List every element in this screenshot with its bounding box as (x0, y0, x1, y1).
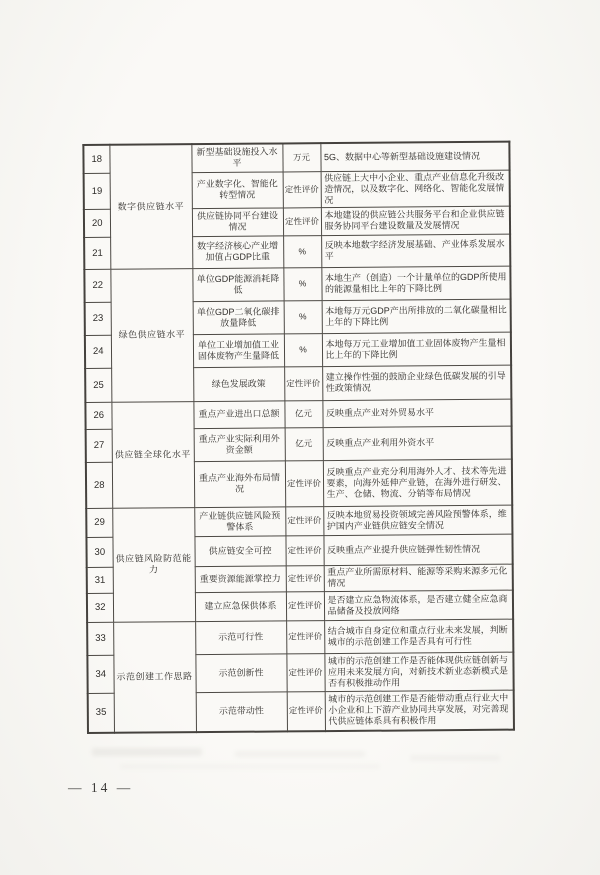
unit-cell: 万元 (282, 143, 320, 171)
row-number-cell: 29 (86, 508, 112, 537)
unit-cell: 定性评价 (284, 366, 322, 400)
indicator-cell: 建立应急保供体系 (195, 591, 286, 621)
row-number-cell: 30 (86, 537, 112, 567)
indicator-cell: 重点产业实际利用外资金额 (194, 427, 285, 461)
page-number: — 14 — (68, 780, 134, 795)
description-cell: 城市的示范创建工作是否能体现供应链创新与应用未来发展方向，对新技术新业态新模式是否有积极推动作用 (324, 652, 513, 691)
indicator-cell: 产业链供应链风险预警体系 (194, 506, 285, 536)
table-row (86, 505, 512, 537)
indicator-cell: 重点产业海外布局情况 (194, 460, 285, 507)
table-row (83, 142, 509, 173)
row-number-cell: 20 (84, 209, 110, 237)
table-row (84, 266, 510, 302)
scan-artifact (120, 764, 380, 769)
table-row (85, 399, 511, 429)
description-cell: 反映重点产业提升供应链弹性韧性情况 (323, 534, 512, 565)
description-cell: 反映重点产业利用外资水平 (323, 426, 512, 460)
row-number-cell: 33 (87, 622, 113, 655)
row-number-cell: 19 (84, 173, 110, 209)
indicator-cell: 绿色发展政策 (193, 366, 284, 401)
indicator-cell: 示范带动性 (196, 691, 287, 732)
unit-cell: 定性评价 (286, 591, 324, 620)
indicator-cell: 新型基础设施投入水平 (191, 143, 282, 172)
category-cell: 绿色供应链水平 (110, 268, 193, 402)
unit-cell: 定性评价 (283, 207, 321, 235)
indicator-cell: 单位GDP能源消耗降低 (192, 267, 283, 301)
description-cell: 反映重点产业对外贸易水平 (322, 399, 511, 427)
unit-cell: 亿元 (284, 400, 322, 427)
description-cell: 供应链上大中小企业、重点产业信息化升级改造情况，以及数字化、网络化、智能化发展情况 (321, 170, 510, 207)
description-cell: 本地生产（创造）一个计量单位的GDP所使用的能源量相比上年的下降比例 (321, 266, 510, 300)
unit-cell: 定性评价 (285, 460, 323, 506)
category-cell: 示范创建工作思路 (113, 621, 196, 733)
category-cell: 数字供应链水平 (109, 144, 192, 269)
description-cell: 本地每万元GDP产出所排放的二氧化碳量相比上年的下降比例 (322, 299, 511, 333)
scan-artifact (92, 748, 202, 756)
unit-cell: 定性评价 (283, 171, 321, 207)
indicator-cell: 示范可行性 (195, 620, 286, 654)
indicator-cell: 示范创新性 (195, 653, 286, 692)
row-number-cell: 34 (87, 655, 113, 693)
indicator-cell: 数字经济核心产业增加值占GDP比重 (192, 235, 283, 268)
unit-cell: 定性评价 (285, 535, 323, 565)
description-cell: 是否建立应急物流体系，是否建立健全应急商品储备及投放网络 (324, 590, 513, 620)
unit-cell: 定性评价 (285, 506, 323, 535)
row-number-cell: 28 (86, 462, 112, 508)
description-cell: 反映重点产业充分利用海外人才、技术等先进要素，向海外延伸产业链，在海外进行研发、生产、仓储、物流、分销等布局情况 (323, 459, 512, 506)
indicator-cell: 单位工业增加值工业固体废物产生量降低 (193, 333, 284, 367)
description-cell: 本地每万元工业增加值工业固体废物产生量相比上年的下降比例 (322, 332, 511, 366)
unit-cell: 定性评价 (287, 691, 325, 731)
unit-cell: 定性评价 (286, 620, 324, 653)
row-number-cell: 21 (84, 237, 110, 269)
row-number-cell: 26 (85, 402, 111, 429)
unit-cell: % (283, 267, 321, 300)
indicator-cell: 单位GDP二氧化碳排放量降低 (193, 300, 284, 334)
row-number-cell: 27 (86, 429, 112, 462)
scan-artifact (410, 755, 500, 761)
row-number-cell: 32 (87, 593, 113, 622)
description-cell: 建立操作性强的鼓励企业绿色低碳发展的引导性政策情况 (322, 365, 511, 400)
indicator-cell: 重要资源能源掌控力 (195, 565, 286, 592)
table-row (87, 619, 513, 655)
indicator-cell: 产业数字化、智能化转型情况 (192, 171, 283, 208)
description-cell: 反映本地贸易投资领域完善风险预警体系，维护国内产业链供应链安全情况 (323, 505, 512, 535)
row-number-cell: 24 (85, 335, 111, 368)
indicator-cell: 供应链协同平台建设情况 (192, 207, 283, 236)
description-cell: 结合城市自身定位和重点行业未来发展，判断城市的示范创建工作是否具有可行性 (324, 619, 513, 653)
description-cell: 城市的示范创建工作是否能带动重点行业大中小企业和上下游产业协同共享发展，对完善现代供应链体系具有积极作用 (325, 690, 514, 731)
indicator-cell: 供应链安全可控 (194, 535, 285, 566)
unit-cell: % (283, 235, 321, 267)
unit-cell: % (284, 300, 322, 333)
description-cell: 5G、数据中心等新型基础设施建设情况 (320, 142, 509, 171)
unit-cell: 亿元 (285, 427, 323, 460)
scan-artifact (235, 751, 365, 757)
row-number-cell: 31 (87, 567, 113, 593)
unit-cell: 定性评价 (286, 565, 324, 591)
description-cell: 本地建设的供应链公共服务平台和企业供应链服务协同平台建设数量及发展情况 (321, 206, 510, 235)
category-cell: 供应链风险防范能力 (112, 507, 195, 622)
indicator-cell: 重点产业进出口总额 (193, 400, 284, 428)
category-cell: 供应链全球化水平 (111, 401, 194, 508)
row-number-cell: 18 (83, 145, 109, 173)
description-cell: 反映本地数字经济发展基础、产业体系发展水平 (321, 234, 510, 267)
row-number-cell: 23 (85, 302, 111, 335)
unit-cell: % (284, 333, 322, 366)
row-number-cell: 22 (84, 269, 110, 302)
row-number-cell: 25 (85, 368, 111, 402)
unit-cell: 定性评价 (286, 653, 324, 691)
description-cell: 重点产业所需原材料、能源等采购来源多元化情况 (324, 564, 513, 591)
indicator-table (82, 141, 515, 734)
row-number-cell: 35 (88, 693, 114, 733)
